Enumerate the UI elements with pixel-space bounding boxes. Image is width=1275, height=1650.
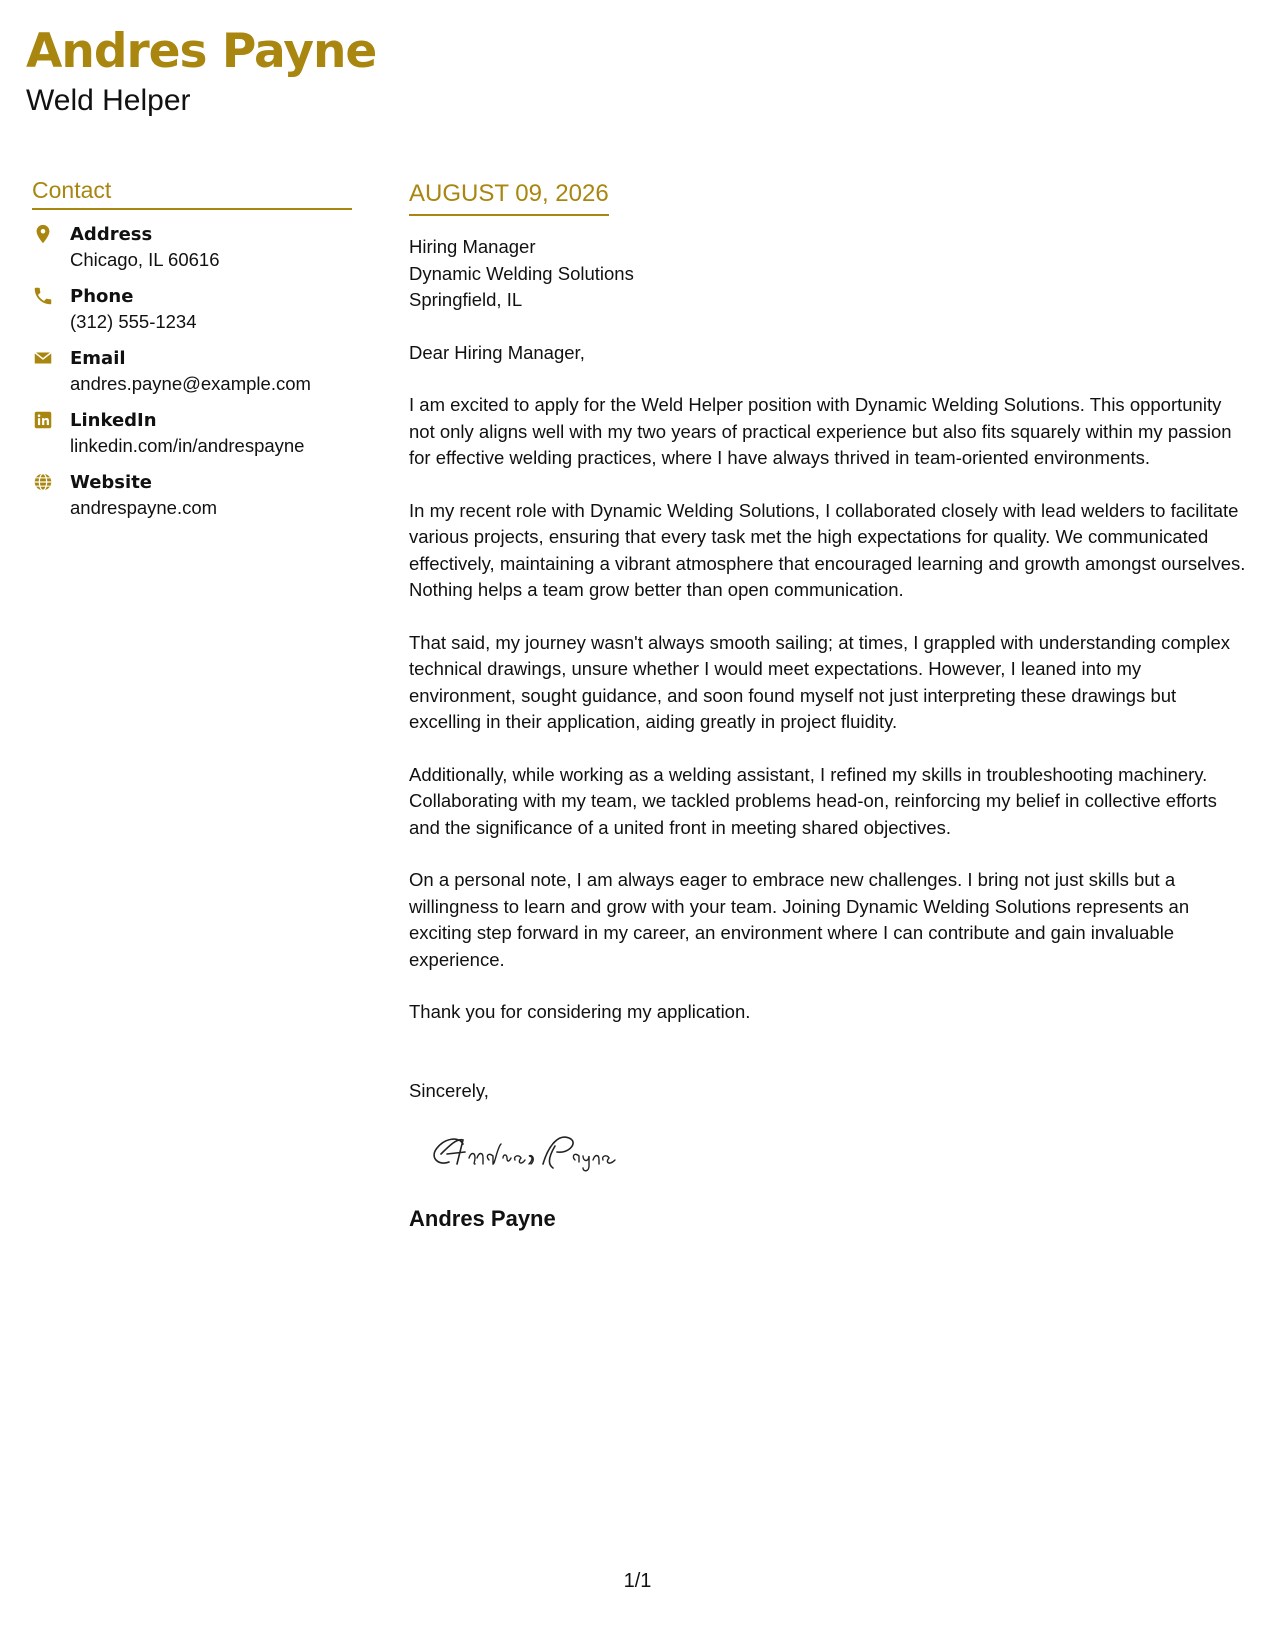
header	[26, 22, 376, 120]
contact-item-website	[32, 471, 352, 520]
letter-body	[409, 178, 1249, 1233]
salutation: Dear Hiring Manager,	[409, 341, 585, 363]
contact-item-phone	[32, 285, 352, 334]
phone-icon	[32, 285, 54, 307]
contact-item-linkedin	[32, 409, 352, 458]
contact-heading: Contact	[32, 176, 352, 210]
body-paragraph: I am excited to apply for the Weld Helper position with Dynamic Welding Solutions. This opportunity not only aligns well with my two years of practical experience but also fits squarely within my passion for effective welding practices, where I have always thrived in team-oriented environments.	[409, 394, 1232, 468]
linkedin-icon	[32, 409, 54, 431]
email-value[interactable]: andres.payne@example.com	[70, 373, 311, 394]
contact-label: Address	[70, 224, 153, 245]
globe-icon	[32, 471, 54, 493]
contact-label: Phone	[70, 286, 134, 307]
envelope-icon	[32, 347, 54, 369]
contact-item-email	[32, 347, 352, 396]
recipient-line: Dynamic Welding Solutions	[409, 262, 634, 284]
applicant-name: Andres Payne	[26, 24, 377, 79]
recipient-line: Springfield, IL	[409, 289, 523, 310]
contact-label: Email	[70, 348, 126, 369]
body-paragraph: That said, my journey wasn't always smooth sailing; at times, I grappled with understanding complex technical drawings, unsure whether I would meet expectations. However, I leaned into my environment, sought guidance, and soon found myself not just interpreting these drawings but excelling in their application, aiding greatly in project fluidity.	[409, 631, 1231, 732]
closing: Sincerely,	[409, 1079, 489, 1101]
page-number: 1/1	[623, 1570, 652, 1592]
letter-date: AUGUST 09, 2026	[409, 178, 609, 216]
signer-name: Andres Payne	[409, 1206, 556, 1231]
body-paragraph: On a personal note, I am always eager to embrace new challenges. I bring not just skills but a willingness to learn and grow with your team. Joining Dynamic Welding Solutions represents an exciting step forward in my career, an environment where I can contribute and gain invaluable experience.	[409, 869, 1190, 970]
contact-sidebar	[32, 176, 352, 520]
map-pin-icon	[32, 223, 54, 245]
contact-label: LinkedIn	[70, 410, 157, 431]
recipient-block	[409, 234, 1249, 314]
body-paragraph: Additionally, while working as a welding assistant, I refined my skills in troubleshooting machinery. Collaborating with my team, we tackled problems head-on, reinforcing my belief in collective efforts and the significance of a united front in meeting shared objectives.	[409, 763, 1217, 838]
body-paragraph: Thank you for considering my application.	[409, 1001, 751, 1022]
job-title: Weld Helper	[26, 84, 191, 117]
website-value[interactable]: andrespayne.com	[70, 497, 218, 518]
address-value: Chicago, IL 60616	[70, 249, 220, 270]
contact-item-address	[32, 223, 352, 272]
contact-label: Website	[70, 472, 153, 493]
linkedin-value[interactable]: linkedin.com/in/andrespayne	[70, 435, 305, 456]
phone-value: (312) 555-1234	[70, 311, 197, 332]
handwritten-signature	[419, 1124, 679, 1178]
body-paragraph: In my recent role with Dynamic Welding Solutions, I collaborated closely with lead welders to facilitate various projects, ensuring that every task met the high expectations for quality. We communicated effectively, maintaining a vibrant atmosphere that encouraged learning and growth amongst ourselves. Nothing helps a team grow better than open communication.	[409, 499, 1246, 600]
recipient-line: Hiring Manager	[409, 236, 536, 257]
